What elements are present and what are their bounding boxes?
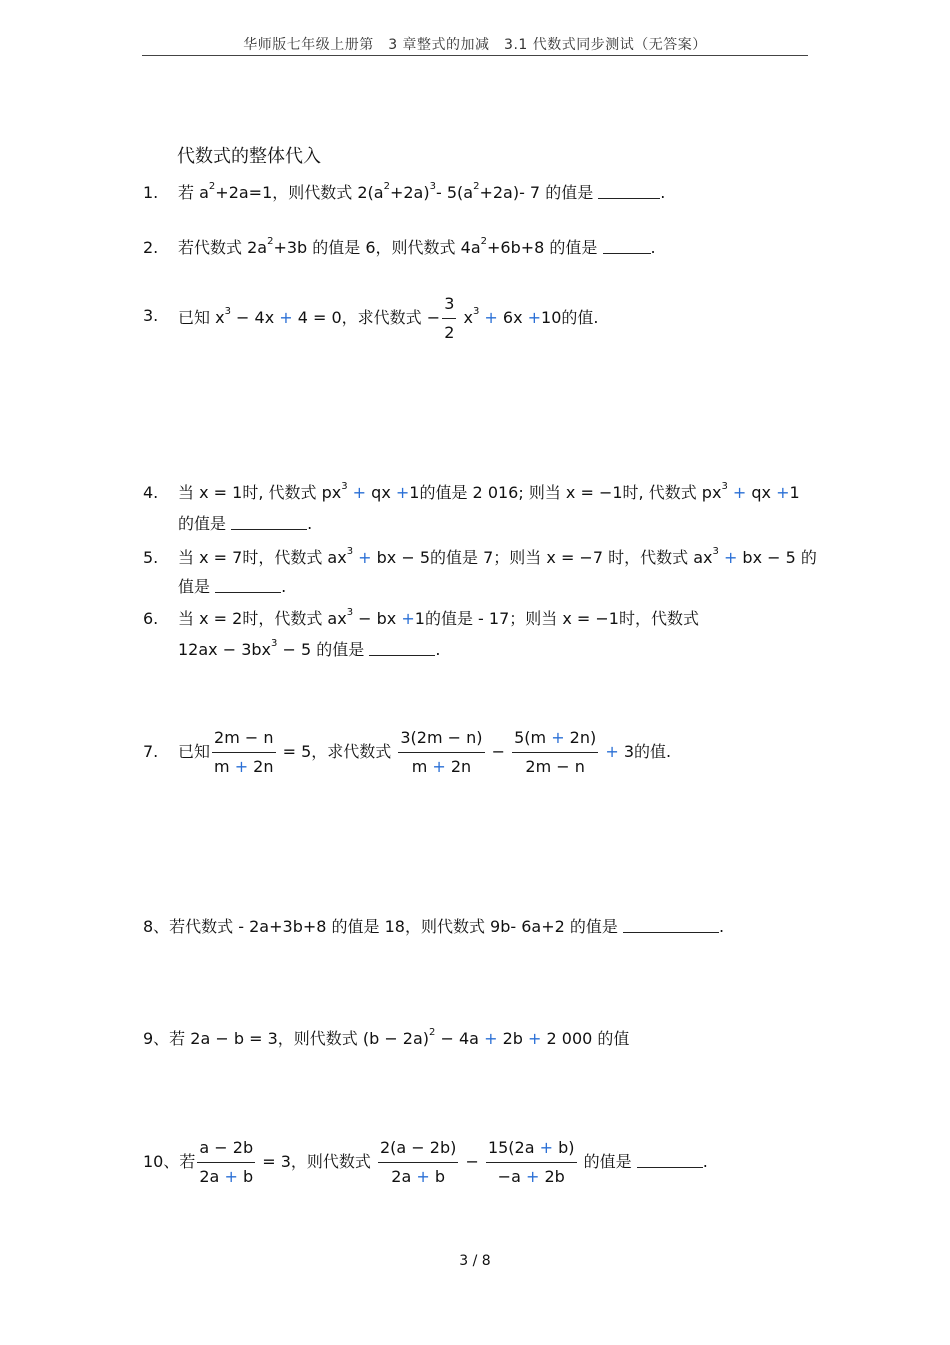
- fraction-numerator: 3(2m − n): [398, 728, 484, 753]
- plus-sign: +: [234, 757, 249, 776]
- q5-text: bx − 5 的: [737, 548, 817, 567]
- q10-text: b: [237, 1167, 254, 1186]
- q1-exp: 2: [208, 181, 216, 192]
- q3-text: − 4x: [230, 308, 280, 327]
- q2-end: .: [650, 238, 656, 257]
- answer-blank[interactable]: [637, 1153, 703, 1168]
- q5-text: bx − 5的值是 7；则当 x = −7 时，代数式 ax: [371, 548, 713, 567]
- plus-sign: +: [605, 742, 619, 761]
- fraction: [378, 1138, 458, 1187]
- q10-text: 2b: [539, 1167, 565, 1186]
- q10-text: 2a: [199, 1167, 225, 1186]
- q9-exp: 2: [429, 1027, 436, 1038]
- q7-text: m: [411, 757, 433, 776]
- q2-text: +3b 的值是 6，则代数式 4a: [273, 238, 481, 257]
- q1-end: .: [660, 183, 666, 202]
- q2-text: +6b+8 的值是: [487, 238, 598, 257]
- question-number: 6.: [143, 609, 159, 628]
- q6-text: 当 x = 2时，代数式 ax: [178, 609, 347, 628]
- section-title: 代数式的整体代入: [177, 146, 321, 167]
- answer-blank[interactable]: [603, 239, 651, 254]
- question-9: [143, 1029, 629, 1049]
- fraction-denominator: [212, 753, 275, 777]
- plus-sign: +: [723, 548, 738, 567]
- fraction-denominator: [378, 1163, 458, 1187]
- q7-text: = 5，求代数式: [277, 742, 397, 761]
- answer-blank[interactable]: [231, 515, 307, 530]
- q4-text: qx: [366, 483, 396, 502]
- fraction-denominator: [486, 1163, 577, 1187]
- q5-text: 当 x = 7时，代数式 ax: [178, 548, 347, 567]
- q4-text: 当 x = 1时, 代数式 px: [178, 483, 342, 502]
- question-6: [143, 609, 699, 629]
- q7-text: 已知: [178, 742, 211, 761]
- question-number: 2.: [143, 238, 159, 257]
- page-number: 3 / 8: [459, 1253, 491, 1269]
- q5-end: .: [281, 577, 287, 596]
- plus-sign: +: [401, 609, 415, 628]
- fraction-denominator: 2: [444, 323, 455, 342]
- q7-text: 3的值.: [618, 742, 672, 761]
- q9-text: 9、若 2a − b = 3，则代数式 (b − 2a): [143, 1029, 430, 1048]
- q7-text: m: [214, 757, 235, 776]
- q3-exp: 3: [472, 306, 480, 317]
- question-number: 7.: [143, 742, 159, 761]
- q10-text: −: [460, 1152, 484, 1171]
- q6-exp: 3: [271, 638, 278, 649]
- q8-text: 8、若代数式 - 2a+3b+8 的值是 18，则代数式 9b- 6a+2 的值是: [143, 917, 618, 936]
- q7-text: 2n: [445, 757, 472, 776]
- q5-exp: 3: [712, 546, 719, 557]
- q10-text: −a: [497, 1167, 526, 1186]
- question-number: 3.: [143, 306, 159, 325]
- q10-text: b: [429, 1167, 446, 1186]
- fraction-denominator: 2m − n: [525, 757, 585, 776]
- question-4-line-2: [178, 514, 312, 534]
- q9-text: − 4a: [435, 1029, 485, 1048]
- q4-text: 的值是: [178, 514, 227, 533]
- q3-text: 6x: [497, 308, 528, 327]
- q7-text: −: [486, 742, 511, 761]
- question-3: [143, 294, 599, 343]
- answer-blank[interactable]: [369, 641, 435, 656]
- plus-sign: +: [776, 483, 790, 502]
- question-number: 4.: [143, 483, 159, 502]
- q1-text: +2a)- 7 的值是: [479, 183, 594, 202]
- q7-text: 5(m: [514, 728, 552, 747]
- q10-text: 15(2a: [487, 1138, 540, 1157]
- fraction-denominator: [398, 753, 484, 777]
- question-2: [143, 238, 656, 258]
- fraction-numerator: 2(a − 2b): [378, 1138, 458, 1163]
- plus-sign: +: [528, 1029, 542, 1048]
- fraction: [212, 728, 275, 777]
- q1-exp: 3: [429, 181, 436, 192]
- question-8: [143, 917, 724, 937]
- q6-text: 12ax − 3bx: [178, 640, 272, 659]
- q1-exp: 2: [383, 181, 390, 192]
- q5-text: 值是: [178, 577, 211, 596]
- header-rule: [142, 55, 808, 56]
- q1-text: +2a): [389, 183, 430, 202]
- question-6-line-2: [178, 640, 440, 660]
- q3-text: 10的值.: [541, 308, 599, 327]
- q2-exp: 2: [267, 236, 274, 247]
- question-7: [143, 728, 671, 777]
- fraction: [512, 728, 598, 777]
- q10-text: = 3，则代数式: [257, 1152, 376, 1171]
- q1-text-pre: 若: [178, 183, 195, 202]
- fraction-numerator: 2m − n: [212, 728, 275, 753]
- q1-text: a: [194, 183, 209, 202]
- q4-text: 1: [789, 483, 800, 502]
- question-5: [143, 548, 817, 568]
- q10-text: 2a: [391, 1167, 417, 1186]
- answer-blank[interactable]: [598, 184, 660, 199]
- question-number: 5.: [143, 548, 159, 567]
- fraction-numerator: a − 2b: [197, 1138, 255, 1163]
- q3-text: x: [458, 308, 473, 327]
- q6-exp: 3: [346, 607, 354, 618]
- plus-sign: +: [539, 1138, 554, 1157]
- fraction-numerator: 3: [442, 294, 456, 319]
- question-number: 1.: [143, 183, 159, 202]
- q8-end: .: [719, 917, 725, 936]
- question-5-line-2: [178, 577, 286, 597]
- fraction-denominator: [197, 1163, 255, 1187]
- page-header: 华师版七年级上册第 3 章整式的加减 3.1 代数式同步测试（无答案）: [243, 37, 707, 53]
- plus-sign: +: [527, 308, 542, 327]
- plus-sign: +: [395, 483, 410, 502]
- q2-exp: 2: [480, 236, 487, 247]
- plus-sign: +: [484, 1029, 498, 1048]
- q4-exp: 3: [341, 481, 348, 492]
- fraction-numerator: [512, 728, 598, 753]
- fraction: [197, 1138, 255, 1187]
- fraction: [442, 294, 456, 343]
- q3-exp: 3: [224, 306, 231, 317]
- q6-text: 1的值是 - 17；则当 x = −1时，代数式: [414, 609, 699, 628]
- plus-sign: +: [525, 1167, 540, 1186]
- fraction: [398, 728, 484, 777]
- q4-exp: 3: [721, 481, 728, 492]
- q10-end: .: [702, 1152, 708, 1171]
- q5-exp: 3: [346, 546, 354, 557]
- q2-text: 若代数式 2a: [178, 238, 268, 257]
- question-1: [143, 183, 665, 203]
- plus-sign: +: [432, 757, 446, 776]
- q6-end: .: [435, 640, 441, 659]
- plus-sign: +: [484, 308, 498, 327]
- q4-text: qx: [746, 483, 777, 502]
- q7-text: 2n): [564, 728, 597, 747]
- plus-sign: +: [358, 548, 372, 567]
- q1-exp: 2: [473, 181, 480, 192]
- q9-text: 2b: [497, 1029, 528, 1048]
- q9-text: 2 000 的值: [541, 1029, 630, 1048]
- q6-text: − bx: [353, 609, 402, 628]
- fraction: [486, 1138, 577, 1187]
- q4-text: 1的值是 2 016; 则当 x = −1时, 代数式 px: [409, 483, 722, 502]
- q10-text: b): [553, 1138, 575, 1157]
- question-10: [143, 1138, 708, 1187]
- plus-sign: +: [352, 483, 367, 502]
- q3-text: 4 = 0，求代数式 −: [292, 308, 441, 327]
- fraction-numerator: [486, 1138, 577, 1163]
- plus-sign: +: [551, 728, 565, 747]
- question-4: [143, 483, 800, 503]
- q10-text: 的值是: [578, 1152, 632, 1171]
- plus-sign: +: [732, 483, 747, 502]
- q4-end: .: [307, 514, 313, 533]
- q3-text: 已知 x: [178, 308, 225, 327]
- q10-text: 10、若: [143, 1152, 196, 1171]
- plus-sign: +: [279, 308, 293, 327]
- q7-text: 2n: [248, 757, 274, 776]
- q1-text: +2a=1，则代数式 2(a: [215, 183, 384, 202]
- q6-text: − 5 的值是: [277, 640, 365, 659]
- plus-sign: +: [416, 1167, 430, 1186]
- plus-sign: +: [224, 1167, 238, 1186]
- answer-blank[interactable]: [623, 918, 719, 933]
- answer-blank[interactable]: [215, 578, 281, 593]
- q1-text: - 5(a: [435, 183, 474, 202]
